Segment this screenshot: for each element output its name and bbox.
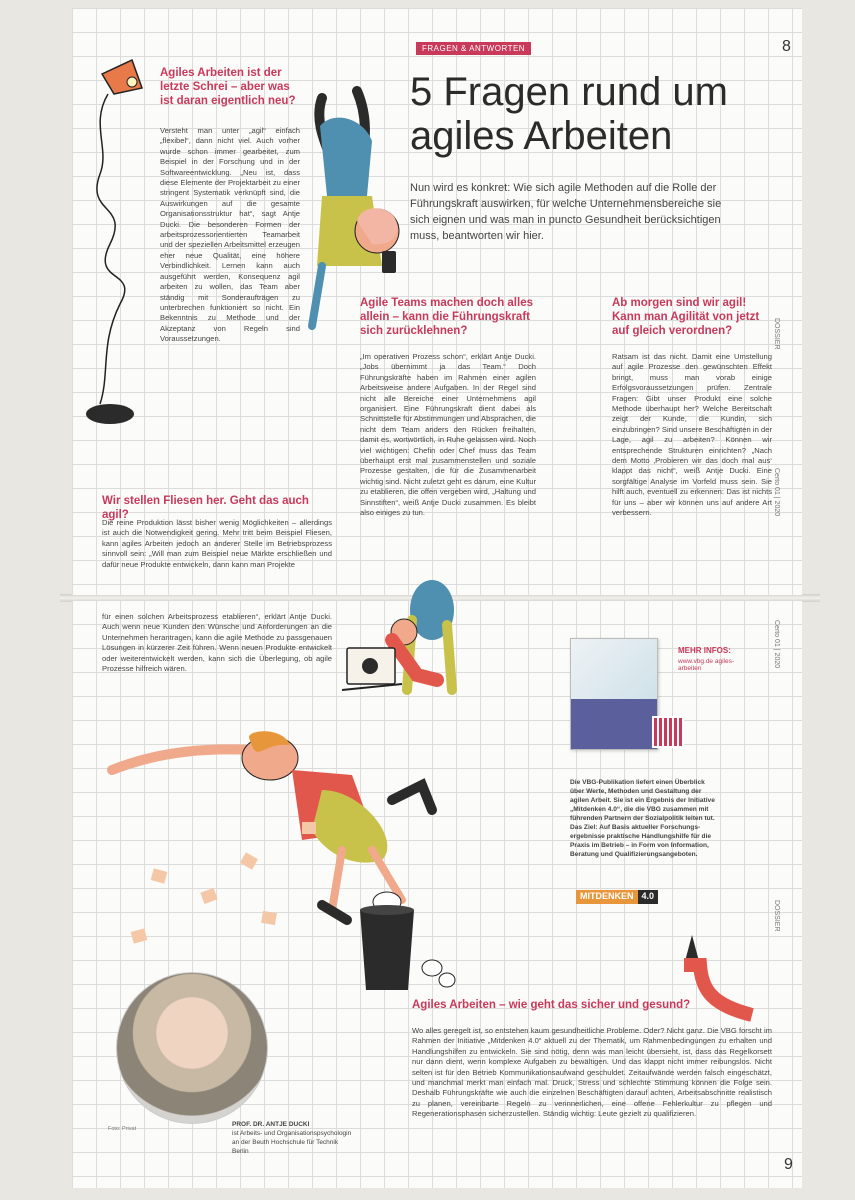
portrait-photo [116, 972, 268, 1124]
more-info-label: MEHR INFOS: [678, 646, 731, 655]
title-line-1: 5 Fragen rund um [410, 70, 728, 114]
qr-code[interactable] [652, 716, 684, 748]
q3-heading: Ab morgen sind wir agil! Kann man Agilität von jetzt auf gleich verordnen? [612, 297, 760, 337]
page-bottom [72, 600, 802, 1188]
lamp-illustration [80, 54, 160, 434]
more-info-link[interactable]: www.vbg.de agiles-arbeiten [678, 658, 734, 672]
portrait-caption [232, 1120, 352, 1156]
portrait-role: ist Arbeits- und Organisationspsychologin an der Beuth Hochschule für Technik Berlin [232, 1130, 352, 1155]
q4-text-continued: für einen solchen Arbeitsprozess etablieren“, erklärt Antje Ducki. Auch wenn neue Kunden den Wünsche und Anforderungen an die Unternehmen herantragen, kann die agile Methode zu passgenauen Lösungen in kürzerer Zeit führen. Wenn neuen Produkte entwickelt oder weiterentwickelt werden, kann sich die Überlegung, ob agile Prozesse hilfreich wären. [102, 612, 332, 674]
portrait-name: PROF. DR. ANTJE DUCKI [232, 1121, 310, 1128]
dossier-label: DOSSIER [773, 318, 780, 350]
title-line-2: agiles Arbeiten [410, 114, 673, 158]
photo-credit: Foto: Privat [108, 1126, 137, 1132]
q1-text: Versteht man unter „agil“ einfach „flexibel“, dann nicht viel. Auch vorher wurde schon immer gearbeitet, zum Beispiel in der Forschung und in der Softwareentwicklung. „Neu ist, dass diese Elemente der Projektarbeit zu einer stringent Systematik verknüpft sind, die Auswirkungen auf die gesamte Organisationsstruktur hat“, sagt Antje Ducki. Die besonderen Formen der arbeitsprozessorientierten Teamarbeit und der speziellen Arbeitsmittel erzeugen eher neue Qualität, eine höhere Verbindlichkeit. Lernen kann auch ausgeführt werden, Konsequenz agil arbeiten zu wollen, das Team aber ständig mit Sonderaufträgen zu unterbrechen funktioniert so nicht. Ein Bekenntnis zu Methode und der Akzeptanz von Regeln sind Voraussetzungen. [160, 126, 300, 344]
waste-bin-illustration [352, 890, 462, 1000]
issue-label-bottom: Certo 01 | 2020 [773, 620, 780, 669]
page-top [72, 8, 802, 595]
logo-mitdenken-text: MITDENKEN [576, 890, 638, 904]
issue-label-top: Certo 01 | 2020 [773, 468, 780, 517]
q1-heading: Agiles Arbeiten ist der letzte Schrei – aber was ist daran eigentlich neu? [160, 67, 296, 107]
q2-heading: Agile Teams machen doch alles allein – kann die Führungskraft sich zurücklehnen? [360, 297, 533, 337]
brochure-image [570, 638, 658, 750]
page-title [410, 70, 728, 158]
intro-text: Nun wird es konkret: Wie sich agile Methoden auf die Rolle der Führungskraft auswirken, für welche Unternehmensbereiche sie sich eignen und was man in puncto Gesundheit berücksichtigen muss, beantworten wir hier. [410, 182, 722, 242]
mitdenken-logo [576, 890, 658, 904]
q2-text: „Im operativen Prozess schon“, erklärt Antje Ducki. „Jobs übernimmt ja das Team.“ Doch Führungskräfte haben im Rahmen einer agilen Arbeitsweise andere Aufgaben. In der Regel sind nicht alle Bereiche einer Unternehmens agil organisiert. Eine Führungskraft dient dabei als Schnittstelle für Abstimmungen und Absprachen, die nicht dem Team anders den Rücken freihalten, damit es, wortwörtlich, in Ruhe gelassen wird. Noch viel wichtigen: Chefin oder Chef muss das Team überhaupt erst mal zusammenstellen und soziale Prozesse gestalten, die für die Zusammenarbeit wichtig sind. Nicht zuletzt geht es darum, eine Kultur zu etablieren, die offen vergeben wird, „Haltung und Sinnstiften“, weiß Antje Ducki zusammen. Es bleibt also einiges zu tun. [360, 352, 537, 518]
q5-heading: Agiles Arbeiten – wie geht das sicher und gesund? [412, 999, 691, 1011]
q4-heading: Wir stellen Fliesen her. Geht das auch agil? [102, 495, 309, 521]
dossier-label-bottom: DOSSIER [773, 900, 780, 932]
logo-version-text: 4.0 [638, 890, 659, 904]
q5-text: Wo alles geregelt ist, so entstehen kaum gesundheitliche Probleme. Oder? Nicht ganz. Die VBG forscht im Rahmen der Initiative „Mitdenken 4.0“ aktuell zu der Thematik, um Rahmenbedingungen zu erhalten und Handlungshilfen zu entwickeln. Sie sind nötig, denn was man leicht übersieht, ist, dass das Regelkorsett nur dann dient, wenn komplexe Aufgaben zu bewältigen. Und das klappt nicht immer reibungslos. Nicht selten ist für den Betrieb Kommunikationsaufwand geschuldet. Zeitaufwände werden falsch eingeschätzt, und manchmal merkt man einfach mal. Druck, Stress und schlechte Stimmung können die Folge sein. Deshalb Führungskräfte wie auch die einzelnen Beschäftigten darauf achten, Arbeitsabschnitte realistisch zu planen, vereinbarte Regeln zu verinnerlichen, eine offene Fehlerkultur zu pflegen und Regenerationsphasen sicherzustellen. Ständig wichtig: Leute gezielt zu qualifizieren. [412, 1026, 772, 1119]
q4-text: Die reine Produktion lässt bisher wenig Möglichkeiten – allerdings ist auch die Notwendigkeit gering. Mehr tritt beim Beispiel Fliesen, kann agiles Arbeiten jedoch an anderer Stelle im Betriebsprozess sinnvoll sein: „Will man zum Beispiel neue Märkte erschließen und dafür neue Produkte entwickeln, dann kann man Projekte [102, 518, 332, 569]
brochure-caption: Die VBG-Publikation liefert einen Überblick über Werte, Methoden und Gestaltung der agilen Arbeit. Sie ist ein Ergebnis der Initiative „Mitdenken 4.0“, die die VBG zusammen mit führenden Partnern der Sozialpolitik leiten tut. Das Ziel: Auf Basis aktueller Forschungsergebnisse praktische Handlungshilfe für die Praxis im Betrieb – in Form von Information, Beratung und Qualifizierungsangeboten. [570, 779, 715, 858]
page-number-top: 8 [782, 38, 791, 55]
page-number-bottom: 9 [784, 1156, 793, 1173]
q3-text: Ratsam ist das nicht. Damit eine Umstellung auf agile Prozesse den gewünschten Effekt bringt, muss man vorab einige Erfolgsvoraussetzungen prüfen. Zentrale Fragen: Gibt unser Produkt eine solche Methode überhaupt her? Welche Bereitschaft zeigt der Kunde, die Kundin, sich einzubringen? Sind unsere Beschäftigten in der Lage, agil zu arbeiten? Können wir entsprechende Strukturen einrichten? „Nach dem Motto ‚Probieren wir das doch mal aus‘ klappt das nicht“, weiß Antje Ducki. Eine sorgfältige Analyse im Vorfeld muss sein. Sie hilft auch, eventuell zu erkennen: Das ist nichts für uns – aber wir können uns auf andere Art verbessern. [612, 352, 772, 518]
crouching-figure-laptop [342, 580, 482, 740]
kicker-badge: FRAGEN & ANTWORTEN [416, 42, 531, 55]
